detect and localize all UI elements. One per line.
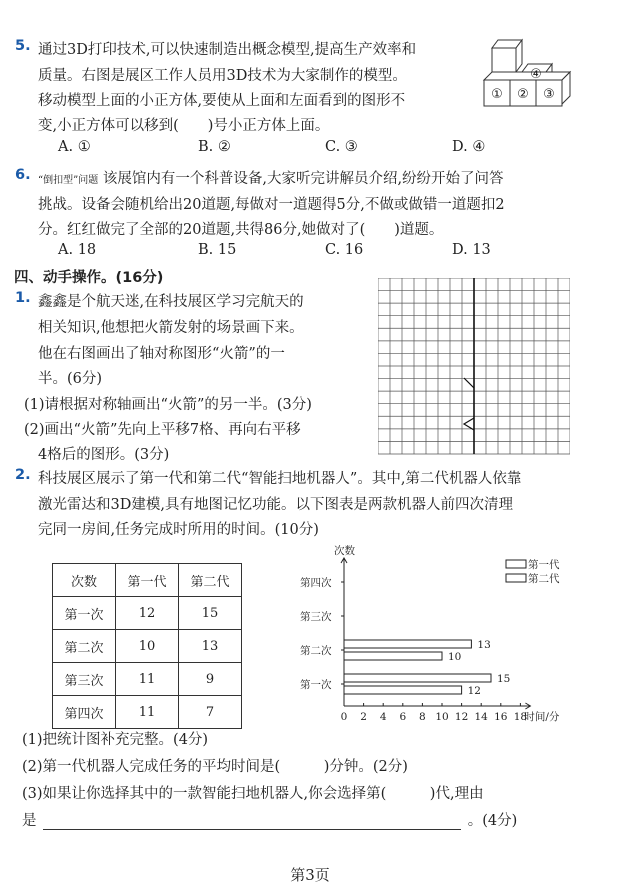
- answer-blank-line[interactable]: [43, 813, 461, 830]
- cube-label: ④: [530, 67, 542, 82]
- sub-question: (2)画出“火箭”先向上平移7格、再向右平移: [24, 422, 301, 438]
- table-cell: 第一次: [53, 597, 116, 630]
- question-text-line: 鑫鑫是个航天迷,在科技展区学习完航天的: [38, 294, 304, 310]
- question-text-line: 相关知识,他想把火箭发射的场景画下来。: [38, 320, 304, 336]
- question-tag: “倒扣型”问题: [38, 175, 99, 186]
- question-text-line: 完同一房间,任务完成时所用的时间。(10分): [38, 522, 319, 538]
- option-d[interactable]: D. 13: [452, 242, 491, 258]
- x-tick-label: 18: [513, 711, 528, 722]
- question-number: 2.: [15, 467, 31, 483]
- y-tick-label: 第二次: [300, 645, 332, 657]
- x-tick-label: 2: [360, 711, 367, 722]
- bar: [344, 674, 491, 682]
- legend-swatch: [506, 560, 526, 568]
- question-6: [0, 160, 620, 260]
- table-cell: 10: [116, 630, 179, 663]
- option-c[interactable]: C. ③: [325, 139, 358, 155]
- question-number: 1.: [15, 290, 31, 306]
- legend-label: 第一代: [528, 559, 560, 571]
- bar-value-label: 10: [448, 651, 462, 663]
- table-cell: 第三次: [53, 663, 116, 696]
- x-tick-label: 16: [494, 711, 508, 722]
- cube-face: [492, 48, 516, 72]
- sub-question: (1)请根据对称轴画出“火箭”的另一半。(3分): [24, 397, 312, 413]
- option-b[interactable]: B. 15: [198, 242, 237, 258]
- table-header: 次数: [53, 564, 116, 597]
- table-cell: 第二次: [53, 630, 116, 663]
- sub-question: 4格后的图形。(3分): [38, 447, 170, 463]
- y-axis-label: 次数: [334, 545, 355, 557]
- question-text-line: 他在右图画出了轴对称图形“火箭”的一: [38, 346, 285, 362]
- bar: [344, 652, 442, 660]
- legend-swatch: [506, 574, 526, 582]
- table-cell: 11: [116, 663, 179, 696]
- sub-question-text: 。(4分): [467, 813, 518, 829]
- table-row: [53, 597, 242, 630]
- table-row: [53, 630, 242, 663]
- table-cell: 第四次: [53, 696, 116, 729]
- question-text-line: [38, 167, 504, 188]
- question-text-line: 变,小正方体可以移到( )号小正方体上面。: [38, 118, 330, 134]
- option-b[interactable]: B. ②: [198, 139, 231, 155]
- table-cell: 11: [116, 696, 179, 729]
- section-heading: 四、动手操作。(16分): [14, 270, 164, 286]
- x-tick-label: 14: [474, 711, 488, 722]
- y-tick-label: 第四次: [300, 577, 332, 589]
- x-tick-label: 8: [419, 711, 426, 722]
- sub-question: (2)第一代机器人完成任务的平均时间是( )分钟。(2分): [22, 759, 408, 775]
- sub-question-text: 是: [22, 813, 37, 829]
- sub-question: [22, 809, 517, 830]
- cube-model-figure: [478, 34, 578, 128]
- question-5: [0, 0, 620, 160]
- cube-label: ③: [543, 87, 555, 102]
- question-text-line: 质量。右图是展区工作人员用3D技术为大家制作的模型。: [38, 68, 407, 84]
- table-header: 第二代: [179, 564, 242, 597]
- question-text-line: 分。红红做完了全部的20道题,共得86分,她做对了( )道题。: [38, 222, 444, 238]
- cube-face: [484, 72, 570, 80]
- bar: [344, 640, 471, 648]
- cube-label: ①: [491, 87, 503, 102]
- question-text-line: 通过3D打印技术,可以快速制造出概念模型,提高生产效率和: [38, 42, 417, 58]
- question-text-line: 半。(6分): [38, 371, 103, 387]
- question-text-line: 挑战。设备会随机给出20道题,每做对一道题得5分,不做或做错一道题扣2: [38, 197, 505, 213]
- problem-2: [0, 460, 620, 540]
- question-number: 5.: [15, 38, 31, 54]
- question-text-line: 移动模型上面的小正方体,要使从上面和左面看到的图形不: [38, 93, 406, 109]
- sub-question: (3)如果让你选择其中的一款智能扫地机器人,你会选择第( )代,理由: [22, 786, 484, 802]
- bar-value-label: 15: [497, 673, 511, 685]
- table-header-row: [53, 564, 242, 597]
- option-d[interactable]: D. ④: [452, 139, 486, 155]
- table-cell: 15: [179, 597, 242, 630]
- page-number: 第3页: [290, 866, 330, 884]
- question-text-line: 激光雷达和3D建模,具有地图记忆功能。以下图表是两款机器人前四次清理: [38, 497, 513, 513]
- legend-label: 第二代: [528, 573, 560, 585]
- question-number: 6.: [15, 167, 31, 183]
- x-axis-label: 时间/分: [524, 711, 560, 722]
- sub-question: (1)把统计图补充完整。(4分): [22, 732, 209, 748]
- cube-label: ②: [517, 87, 529, 102]
- table-cell: 12: [116, 597, 179, 630]
- bar-value-label: 13: [477, 639, 491, 651]
- drawing-grid[interactable]: [378, 278, 570, 456]
- x-tick-label: 10: [435, 711, 449, 722]
- bar-chart[interactable]: [296, 540, 580, 722]
- question-text: 该展馆内有一个科普设备,大家听完讲解员介绍,纷纷开始了问答: [102, 171, 504, 187]
- option-a[interactable]: A. 18: [58, 242, 97, 258]
- table-row: [53, 663, 242, 696]
- table-cell: 7: [179, 696, 242, 729]
- x-tick-label: 0: [340, 711, 348, 722]
- table-row: [53, 696, 242, 729]
- question-text-line: 科技展区展示了第一代和第二代“智能扫地机器人”。其中,第二代机器人依靠: [38, 471, 522, 487]
- option-c[interactable]: C. 16: [325, 242, 364, 258]
- y-tick-label: 第三次: [300, 611, 332, 623]
- y-tick-label: 第一次: [300, 679, 332, 691]
- x-tick-label: 4: [379, 711, 387, 722]
- option-a[interactable]: A. ①: [58, 139, 91, 155]
- table-header: 第一代: [116, 564, 179, 597]
- table-cell: 9: [179, 663, 242, 696]
- x-tick-label: 6: [399, 711, 407, 722]
- x-tick-label: 12: [454, 711, 469, 722]
- bar-value-label: 12: [467, 685, 481, 697]
- table-cell: 13: [179, 630, 242, 663]
- data-table: [52, 563, 242, 729]
- bar: [344, 686, 462, 694]
